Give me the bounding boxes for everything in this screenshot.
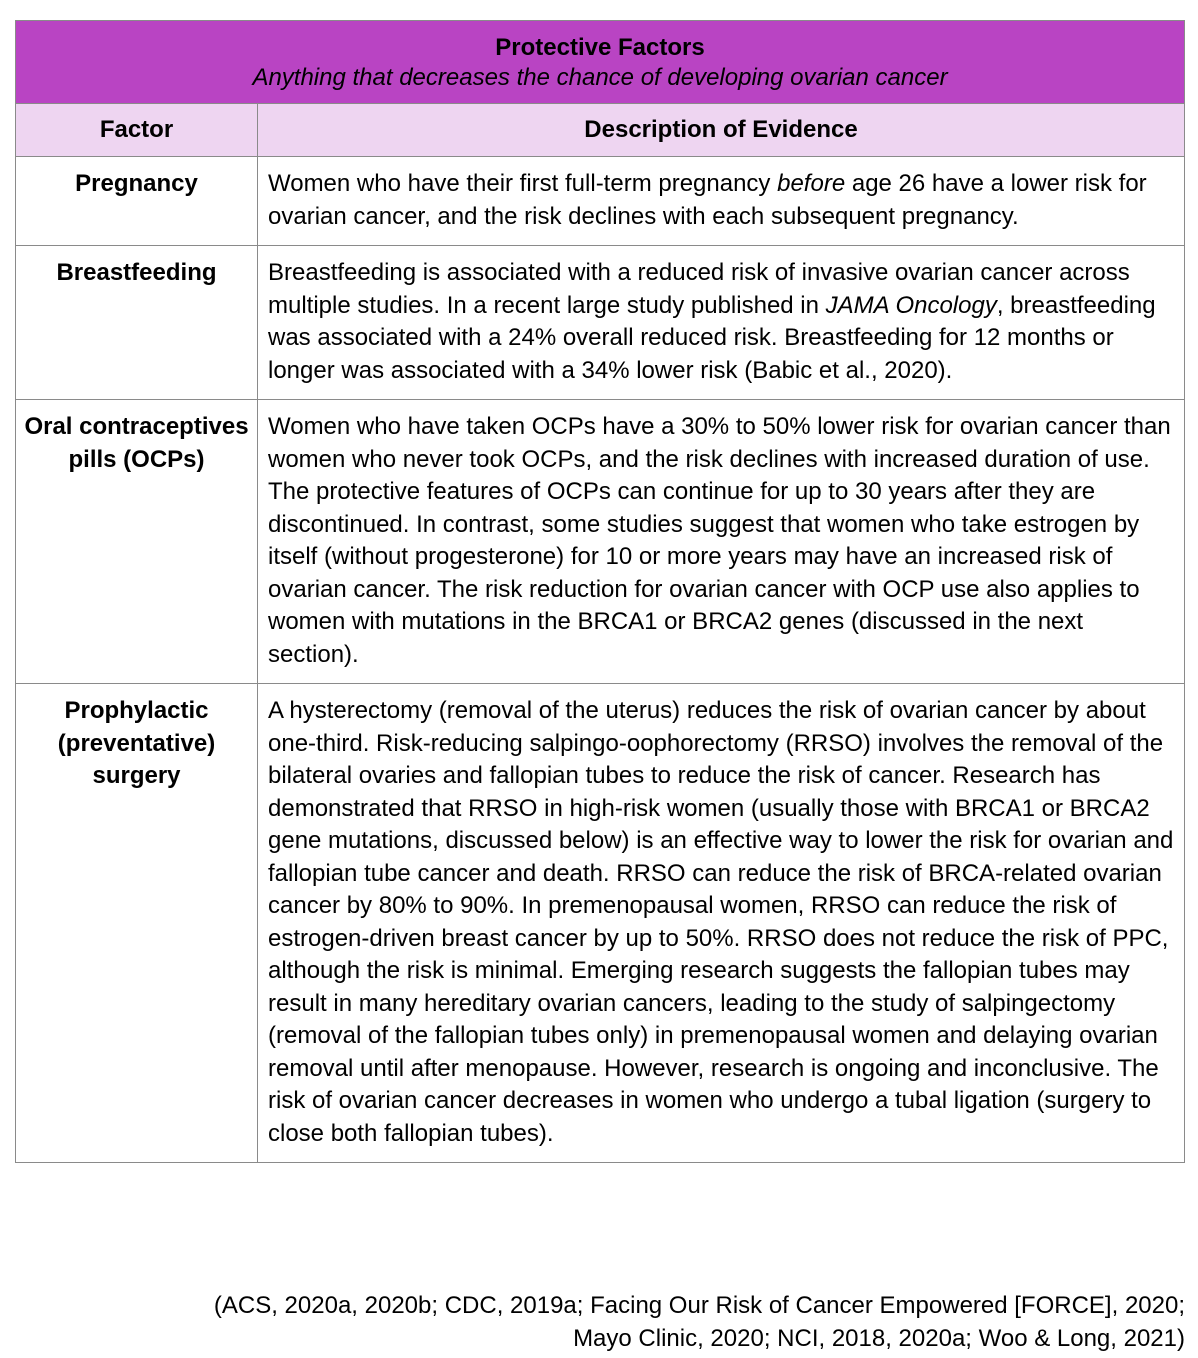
table-body bbox=[16, 157, 1185, 1163]
table-title-row bbox=[16, 21, 1185, 104]
protective-factors-table-container bbox=[15, 20, 1185, 1163]
column-header-description: Description of Evidence bbox=[258, 104, 1185, 157]
description-text: Women who have taken OCPs have a 30% to 50% lower risk for ovarian cancer than women who never took OCPs, and the risk declines with increased duration of use. The protective features of OCPs can continue for up to 30 years after they are discontinued. In contrast, some studies suggest that women who take estrogen by itself (without progesterone) for 10 or more years may have an increased risk of ovarian cancer. The risk reduction for ovarian cancer with OCP use also applies to women with mutations in the BRCA1 or BRCA2 genes (discussed in the next section). bbox=[268, 413, 1171, 668]
table-title-cell bbox=[16, 21, 1185, 104]
description-emphasis: before bbox=[777, 170, 846, 197]
table-header-row bbox=[16, 104, 1185, 157]
description-cell bbox=[258, 246, 1185, 400]
table-row bbox=[16, 400, 1185, 684]
column-header-factor: Factor bbox=[16, 104, 258, 157]
description-text: Breastfeeding is associated with a reduced risk of invasive ovarian cancer across multiple studies. In a recent large study published in bbox=[268, 259, 1130, 319]
description-text: Women who have their first full-term pregnancy bbox=[268, 170, 778, 197]
citation-line-1: (ACS, 2020a, 2020b; CDC, 2019a; Facing Our Risk of Cancer Empowered [FORCE], 2020; bbox=[213, 1292, 1185, 1319]
description-emphasis: JAMA Oncology bbox=[825, 291, 997, 319]
table-title: Protective Factors bbox=[495, 34, 705, 61]
table-row bbox=[16, 684, 1185, 1163]
description-cell bbox=[258, 157, 1185, 246]
protective-factors-table bbox=[15, 20, 1185, 1163]
citation bbox=[25, 1290, 1185, 1355]
table-row bbox=[16, 246, 1185, 400]
factor-cell: Prophylactic (preventative) surgery bbox=[16, 684, 258, 1163]
table-row bbox=[16, 157, 1185, 246]
description-text: age 26 have a lower risk for ovarian cancer, and the risk declines with each subsequent pregnancy. bbox=[268, 170, 1147, 230]
description-cell bbox=[258, 684, 1185, 1163]
description-text: , breastfeeding was associated with a 24% overall reduced risk. Breastfeeding for 12 months or longer was associated with a 34% lower risk (Babic et al., 2020). bbox=[268, 291, 1156, 384]
table-subtitle: Anything that decreases the chance of developing ovarian cancer bbox=[252, 64, 948, 91]
factor-cell: Oral contraceptives pills (OCPs) bbox=[16, 400, 258, 684]
description-cell bbox=[258, 400, 1185, 684]
factor-cell: Breastfeeding bbox=[16, 246, 258, 400]
description-text: A hysterectomy (removal of the uterus) reduces the risk of ovarian cancer by about one-third. Risk-reducing salpingo-oophorectomy (RRSO) involves the removal of the bilateral ovaries and fallopian tubes to reduce the risk of cancer. Research has demonstrated that RRSO in high-risk women (usually those with BRCA1 or BRCA2 gene mutations, discussed below) is an effective way to lower the risk for ovarian and fallopian tube cancer and death. RRSO can reduce the risk of BRCA-related ovarian cancer by 80% to 90%. In premenopausal women, RRSO can reduce the risk of estrogen-driven breast cancer by up to 50%. RRSO does not reduce the risk of PPC, although the risk is minimal. Emerging research suggests the fallopian tubes may result in many hereditary ovarian cancers, leading to the study of salpingectomy (removal of the fallopian tubes only) in premenopausal women and delaying ovarian removal until after menopause. However, research is ongoing and inconclusive. The risk of ovarian cancer decreases in women who undergo a tubal ligation (surgery to close both fallopian tubes). bbox=[268, 697, 1174, 1147]
citation-line-2: Mayo Clinic, 2020; NCI, 2018, 2020a; Woo & Long, 2021) bbox=[573, 1324, 1185, 1352]
factor-cell: Pregnancy bbox=[16, 157, 258, 246]
